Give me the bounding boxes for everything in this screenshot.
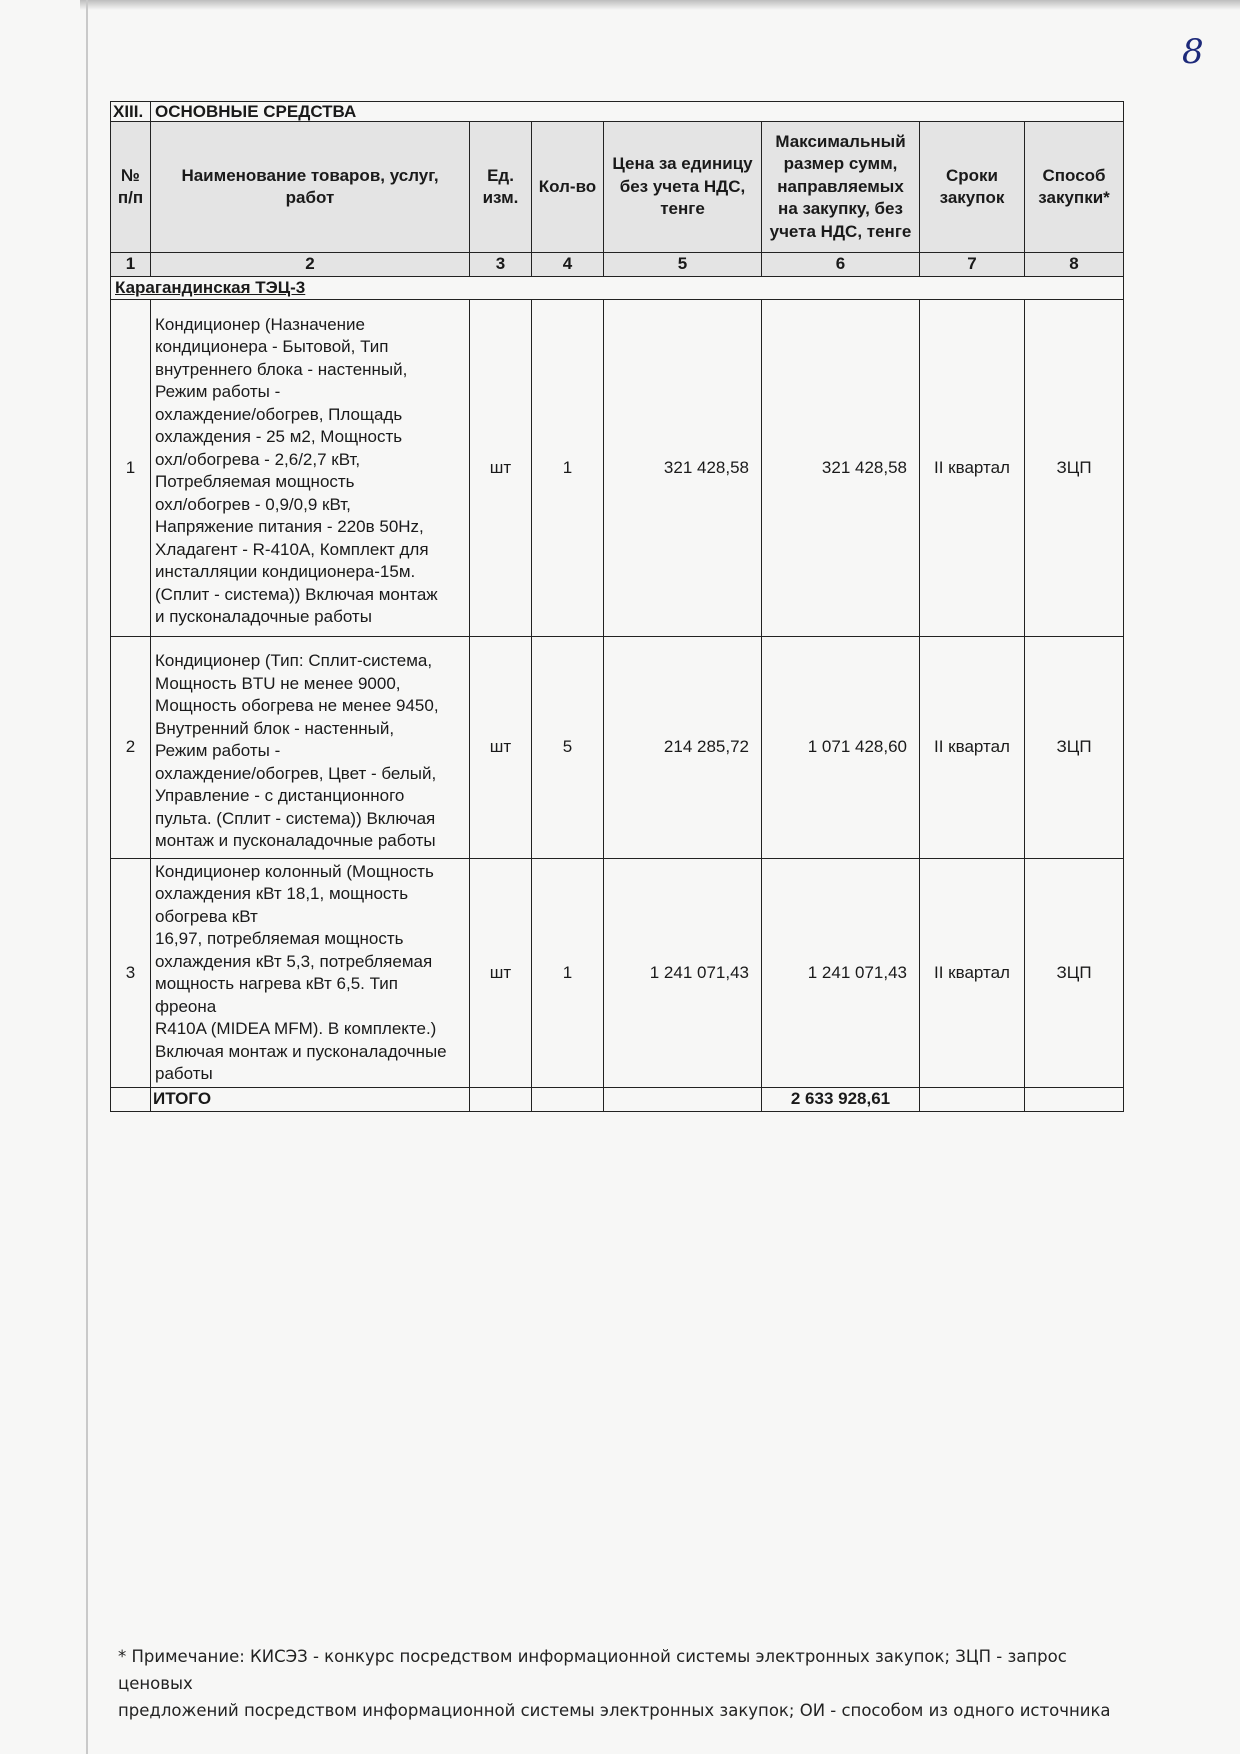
- footnote-line: * Примечание: КИСЭЗ - конкурс посредством информационной системы электронных закупок; ЗЦП - запрос ценовых: [118, 1647, 1067, 1693]
- price-cell: 1 241 071,43: [604, 859, 762, 1088]
- empty-cell: [604, 1088, 762, 1112]
- grand-total-value: 2 633 928,61: [762, 1088, 920, 1112]
- scan-edge-left: [86, 0, 88, 1754]
- column-number: 7: [920, 253, 1025, 277]
- term-cell: II квартал: [920, 859, 1025, 1088]
- empty-cell: [532, 1088, 604, 1112]
- column-number: 3: [470, 253, 532, 277]
- term-cell: II квартал: [920, 637, 1025, 859]
- column-number: 2: [151, 253, 470, 277]
- description-line: Мощность обогрева не менее 9450,: [155, 696, 439, 716]
- section-row: [111, 102, 1124, 122]
- description-line: Режим работы -: [155, 382, 281, 401]
- description-line: Хладагент - R-410A, Комплект для: [155, 539, 429, 559]
- description-line: охлаждения кВт 18,1, мощность: [155, 884, 409, 903]
- description-line: мощность нагрева кВт 6,5. Тип: [155, 974, 398, 993]
- total-cell: 1 071 428,60: [762, 637, 920, 859]
- header-cell: № п/п: [111, 122, 151, 253]
- description-line: (Сплит - система)) Включая монтаж: [155, 584, 438, 604]
- table-row: [111, 300, 1124, 637]
- empty-cell: [470, 1088, 532, 1112]
- section-title: ОСНОВНЫЕ СРЕДСТВА: [151, 102, 1124, 122]
- total-row: [111, 1088, 1124, 1112]
- row-number: 2: [111, 637, 151, 859]
- method-cell: ЗЦП: [1025, 300, 1124, 637]
- description-line: 16,97, потребляемая мощность: [155, 929, 404, 948]
- description-line: охл/обогрева - 2,6/2,7 кВт,: [155, 449, 361, 469]
- footnote: [118, 1643, 1128, 1724]
- method-cell: ЗЦП: [1025, 859, 1124, 1088]
- section-number: XIII.: [111, 102, 151, 122]
- description-line: Включая монтаж и пусконаладочные: [155, 1041, 447, 1061]
- description-line: охлаждения - 25 м2, Мощность: [155, 427, 403, 446]
- row-number: 3: [111, 859, 151, 1088]
- description-line: Напряжение питания - 220в 50Hz,: [155, 517, 424, 536]
- description-line: пульта. (Сплит - система)) Включая: [155, 808, 436, 828]
- total-label: ИТОГО: [151, 1088, 470, 1112]
- description-line: монтаж и пусконаладочные работы: [155, 831, 436, 851]
- group-title: Карагандинская ТЭЦ-3: [111, 276, 1124, 300]
- price-cell: 321 428,58: [604, 300, 762, 637]
- description-line: Кондиционер (Тип: Сплит-система,: [155, 651, 433, 671]
- description-line: охл/обогрев - 0,9/0,9 кВт,: [155, 494, 351, 514]
- column-number: 8: [1025, 253, 1124, 277]
- header-cell: Ед. изм.: [470, 122, 532, 253]
- column-number: 6: [762, 253, 920, 277]
- empty-cell: [111, 1088, 151, 1112]
- description-line: охлаждение/обогрев, Цвет - белый,: [155, 763, 437, 783]
- header-cell: Цена за единицу без учета НДС, тенге: [604, 122, 762, 253]
- description-line: Внутренний блок - настенный,: [155, 718, 395, 738]
- description-line: Кондиционер (Назначение: [155, 314, 365, 334]
- description-line: Управление - с дистанционного: [155, 786, 405, 806]
- column-number: 4: [532, 253, 604, 277]
- description-line: фреона: [155, 996, 217, 1016]
- footnote-line: предложений посредством информационной системы электронных закупок; ОИ - способом из одного источника: [118, 1701, 1111, 1720]
- description-line: и пусконаладочные работы: [155, 607, 372, 626]
- description-line: охлаждение/обогрев, Площадь: [155, 404, 403, 424]
- unit-cell: шт: [470, 300, 532, 637]
- description-line: Потребляемая мощность: [155, 472, 355, 491]
- quantity-cell: 5: [532, 637, 604, 859]
- header-cell: Сроки закупок: [920, 122, 1025, 253]
- column-number: 5: [604, 253, 762, 277]
- empty-cell: [920, 1088, 1025, 1112]
- description-line: Режим работы -: [155, 741, 281, 761]
- header-row: [111, 122, 1124, 253]
- description-line: кондиционера - Бытовой, Тип: [155, 337, 389, 356]
- price-cell: 214 285,72: [604, 637, 762, 859]
- unit-cell: шт: [470, 637, 532, 859]
- description-line: Кондиционер колонный (Мощность: [155, 861, 434, 881]
- handwritten-page-number: 8: [1182, 32, 1204, 72]
- table-row: [111, 637, 1124, 859]
- scan-edge-top: [80, 0, 1240, 10]
- total-cell: 321 428,58: [762, 300, 920, 637]
- header-cell: Максимальный размер сумм, направляемых на закупку, без учета НДС, тенге: [762, 122, 920, 253]
- item-description: [151, 637, 470, 859]
- column-number: 1: [111, 253, 151, 277]
- total-cell: 1 241 071,43: [762, 859, 920, 1088]
- description-line: Мощность BTU не менее 9000,: [155, 673, 401, 693]
- item-description: [151, 300, 470, 637]
- fixed-assets-table: [110, 101, 1124, 1112]
- group-row: [111, 276, 1124, 300]
- description-line: обогрева кВт: [155, 906, 258, 926]
- empty-cell: [1025, 1088, 1124, 1112]
- header-cell: Способ закупки*: [1025, 122, 1124, 253]
- item-description: [151, 859, 470, 1088]
- quantity-cell: 1: [532, 859, 604, 1088]
- quantity-cell: 1: [532, 300, 604, 637]
- description-line: внутреннего блока - настенный,: [155, 359, 408, 379]
- method-cell: ЗЦП: [1025, 637, 1124, 859]
- description-line: инсталляции кондиционера-15м.: [155, 562, 416, 581]
- row-number: 1: [111, 300, 151, 637]
- term-cell: II квартал: [920, 300, 1025, 637]
- unit-cell: шт: [470, 859, 532, 1088]
- header-cell: Наименование товаров, услуг, работ: [151, 122, 470, 253]
- column-number-row: [111, 253, 1124, 277]
- table-row: [111, 859, 1124, 1088]
- header-cell: Кол-во: [532, 122, 604, 253]
- description-line: охлаждения кВт 5,3, потребляемая: [155, 951, 433, 971]
- description-line: работы: [155, 1064, 213, 1083]
- description-line: R410A (MIDEA MFM). В комплекте.): [155, 1019, 437, 1038]
